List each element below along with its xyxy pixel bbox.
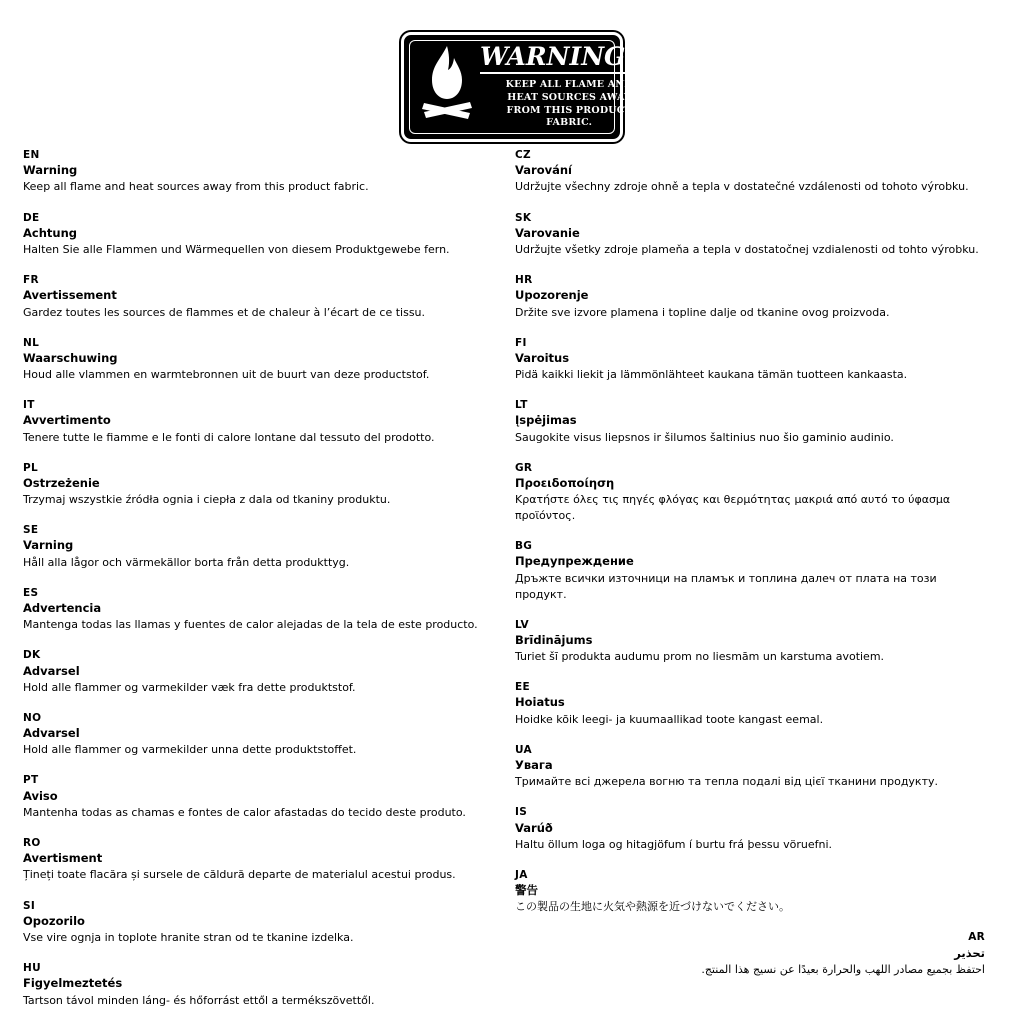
language-entry-si [23, 899, 493, 946]
language-code: IS [515, 806, 528, 819]
language-code: PL [23, 461, 38, 474]
warning-sentence: Hoidke kõik leegi- ja kuumaallikad toote kangast eemal. [515, 712, 824, 726]
warning-word: Achtung [23, 225, 78, 240]
language-code: EN [23, 149, 40, 161]
warning-word: Warning [23, 163, 78, 178]
warning-word: 警告 [515, 883, 538, 898]
warning-sentence: この製品の生地に火気や熱源を近づけないでください。 [515, 900, 790, 914]
flame-icon [414, 44, 480, 130]
warning-word: Advarsel [23, 663, 80, 678]
warning-line-2: HEAT SOURCES AWAY [507, 91, 632, 103]
language-code: PT [23, 774, 39, 787]
language-entry-dk [23, 648, 493, 695]
warning-word: Varování [515, 163, 572, 178]
language-code: EE [515, 681, 530, 694]
warning-sentence: Tenere tutte le fiamme e le fonti di calore lontane dal tessuto del prodotto. [23, 430, 435, 444]
warning-word: Varoitus [515, 350, 570, 365]
language-code: IT [23, 399, 35, 412]
warning-sentence: Hold alle flammer og varmekilder unna dette produktstoffet. [23, 743, 357, 757]
warning-word: Avertisment [23, 851, 103, 866]
warning-word: Aviso [23, 788, 58, 803]
warning-word: Advertencia [23, 601, 102, 615]
language-code: DK [23, 649, 41, 662]
language-entry-gr [515, 461, 985, 524]
warning-word: Предупреждение [515, 554, 634, 569]
language-entry-fi [515, 336, 985, 383]
language-code: HR [515, 274, 533, 287]
warning-word: Advarsel [23, 726, 80, 741]
language-code: RO [23, 837, 41, 850]
title-underline [480, 72, 658, 74]
warning-sentence: Κρατήστε όλες τις πηγές φλόγας και θερμότητας μακριά από αυτό το ύφασμα προϊόντος. [515, 493, 951, 523]
warning-sentence: Дръжте всички източници на пламък и топлина далеч от плата на този продукт. [515, 571, 937, 601]
warning-sentence: Houd alle vlammen en warmtebronnen uit de buurt van deze productstof. [23, 368, 430, 382]
language-code: FR [23, 274, 39, 287]
language-code: SI [23, 899, 36, 912]
warning-word: تحذير [954, 945, 985, 960]
warning-word: Upozorenje [515, 288, 589, 303]
language-code: LT [515, 399, 528, 412]
language-entry-no [23, 711, 493, 758]
warning-word: Waarschuwing [23, 350, 118, 365]
language-code: ES [23, 586, 39, 599]
language-entry-sk [515, 211, 985, 258]
warning-word: Προειδοποίηση [515, 475, 615, 490]
language-code: AR [968, 931, 985, 944]
warning-word: Avertissement [23, 288, 117, 303]
warning-word: Hoiatus [515, 695, 565, 710]
language-code: GR [515, 461, 533, 474]
language-entry-ro [23, 836, 493, 883]
warning-sentence: Hold alle flammer og varmekilder væk fra dette produktstof. [23, 680, 356, 694]
language-code: BG [515, 540, 533, 553]
warning-sentence: Udržujte všetky zdroje plameňa a tepla v dostatočnej vzdialenosti od tohto výrobku. [515, 242, 979, 256]
warning-word: Įspėjimas [515, 413, 577, 428]
language-code: SK [515, 211, 532, 224]
language-entry-pt [23, 773, 493, 820]
language-entry-ja [515, 868, 985, 915]
warning-sentence: Haltu öllum loga og hitagjöfum í burtu frá þessu vöruefni. [515, 837, 833, 851]
language-code: FI [515, 336, 527, 349]
language-entry-es [23, 586, 493, 633]
warning-sentence: Turiet šī produkta audumu prom no liesmām un karstuma avotiem. [515, 650, 885, 664]
language-code: NL [23, 336, 40, 349]
warning-word: Varning [23, 538, 74, 553]
warning-sentence: Udržujte všechny zdroje ohně a tepla v dostatečné vzdálenosti od tohoto výrobku. [515, 180, 969, 194]
language-entry-cz [515, 148, 985, 195]
language-entry-is [515, 805, 985, 852]
language-entry-ua [515, 743, 985, 790]
warning-sentence: Držite sve izvore plamena i topline dalje od tkanine ovog proizvoda. [515, 305, 890, 319]
warning-sentence: Tartson távol minden láng- és hőforrást ettől a termékszövettől. [23, 993, 375, 1007]
left-language-column [23, 148, 493, 1024]
warning-sentence: Vse vire ognja in toplote hranite stran od te tkanine izdelka. [23, 930, 354, 944]
warning-sentence: Mantenga todas las llamas y fuentes de calor alejadas de la tela de este producto. [23, 618, 478, 632]
language-code: SE [23, 524, 39, 537]
warning-word: Varúð [515, 820, 553, 835]
language-code: DE [23, 211, 40, 224]
language-entry-en [23, 148, 493, 195]
warning-sentence: Håll alla lågor och värmekällor borta från detta produkttyg. [23, 555, 350, 569]
language-entry-de [23, 211, 493, 258]
language-code: NO [23, 711, 42, 724]
language-code: HU [23, 962, 41, 975]
language-entry-lv [515, 618, 985, 665]
warning-sentence: Pidä kaikki liekit ja lämmönlähteet kaukana tämän tuotteen kankaasta. [515, 368, 908, 382]
language-entry-lt [515, 398, 985, 445]
warning-sentence: Țineți toate flacăra și sursele de căldură departe de materialul acestui produs. [23, 868, 456, 882]
language-entry-hu [23, 961, 493, 1008]
right-language-column [515, 148, 985, 993]
language-entry-fr [23, 273, 493, 320]
warning-sentence: Halten Sie alle Flammen und Wärmequellen von diesem Produktgewebe fern. [23, 242, 450, 256]
warning-word: Brīdinājums [515, 632, 593, 647]
language-code: CZ [515, 149, 531, 161]
warning-sentence: Gardez toutes les sources de flammes et de chaleur à l’écart de ce tissu. [23, 305, 426, 319]
warning-word: Varovanie [515, 225, 580, 240]
language-code: UA [515, 743, 532, 756]
language-entry-se [23, 523, 493, 570]
warning-sentence: Mantenha todas as chamas e fontes de calor afastadas do tecido deste produto. [23, 805, 466, 819]
warning-line-3: FROM THIS PRODUCT [506, 104, 632, 116]
language-entry-ar [515, 930, 985, 977]
language-code: JA [515, 868, 528, 881]
warning-word: Figyelmeztetés [23, 976, 123, 991]
warning-word: Ostrzeżenie [23, 475, 100, 490]
language-entry-it [23, 398, 493, 445]
warning-line-1: KEEP ALL FLAME AND [505, 79, 633, 91]
warning-sentence: Тримайте всі джерела вогню та тепла подалі від цієї тканини продукту. [515, 775, 938, 789]
language-entry-hr [515, 273, 985, 320]
warning-title: WARNING!!! [480, 42, 659, 72]
warning-sentence: Keep all flame and heat sources away from this product fabric. [23, 180, 369, 194]
language-entry-nl [23, 336, 493, 383]
language-code: LV [515, 618, 529, 631]
warning-word: Opozorilo [23, 913, 85, 928]
warning-label [401, 32, 659, 142]
warning-word: Увага [515, 757, 553, 772]
warning-sentence: احتفظ بجميع مصادر اللهب والحرارة بعيدًا عن نسيج هذا المنتج. [701, 962, 985, 976]
language-entry-pl [23, 461, 493, 508]
warning-line-4: FABRIC. [546, 117, 593, 129]
warning-text-block [480, 44, 662, 129]
warning-word: Avvertimento [23, 413, 111, 428]
language-entry-ee [515, 680, 985, 727]
warning-sentence: Trzymaj wszystkie źródła ognia i ciepła z dala od tkaniny produktu. [23, 493, 391, 507]
language-entry-bg [515, 539, 985, 602]
warning-sentence: Saugokite visus liepsnos ir šilumos šaltinius nuo šio gaminio audinio. [515, 430, 894, 444]
